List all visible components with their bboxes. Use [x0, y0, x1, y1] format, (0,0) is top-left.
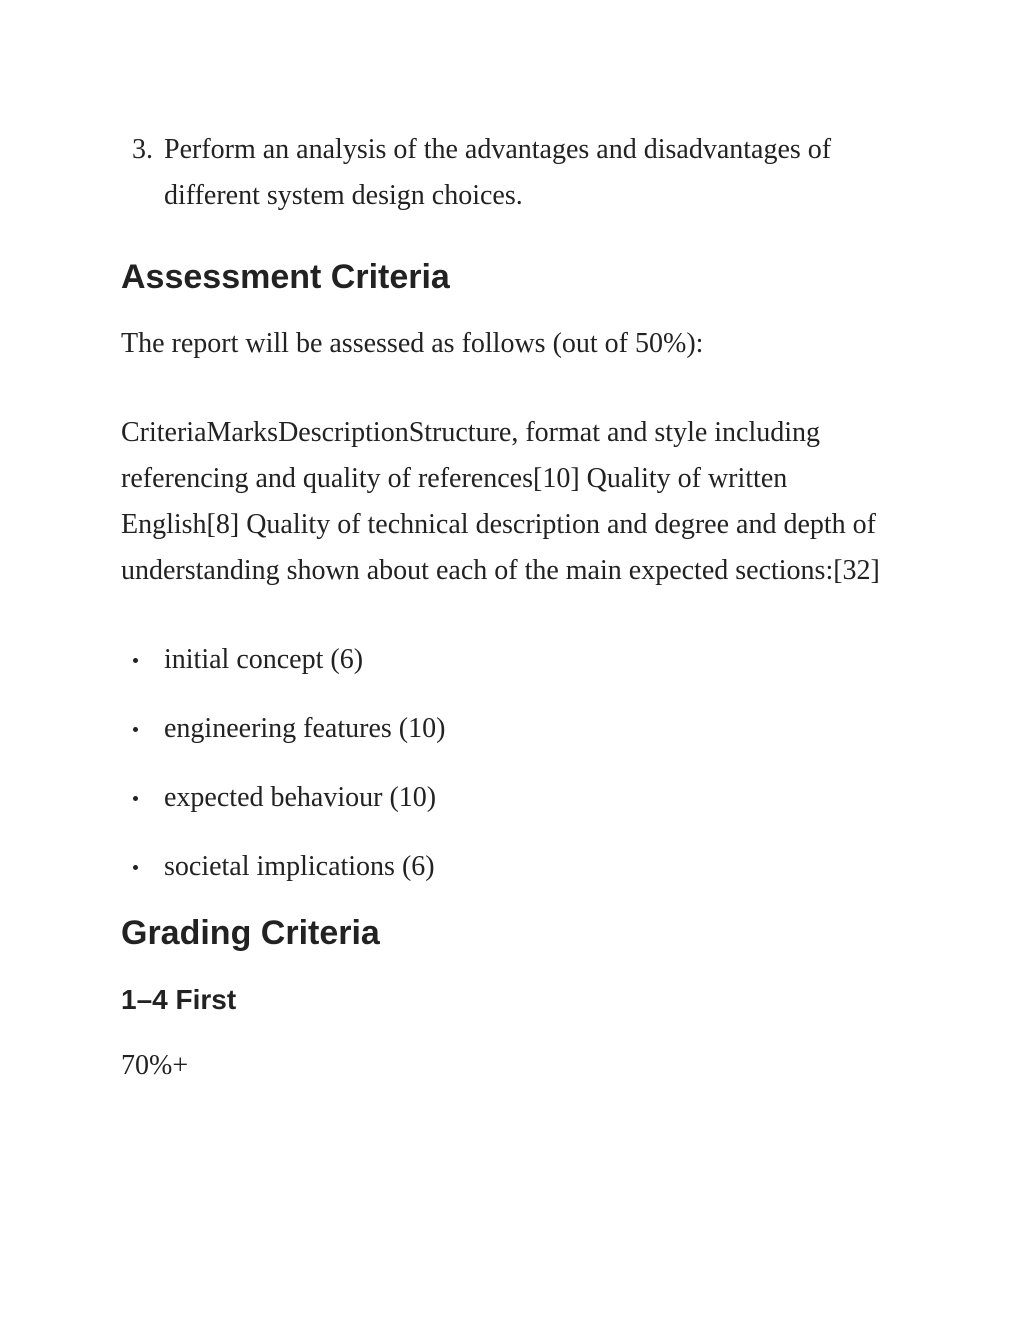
list-item: initial concept (6) [121, 637, 911, 683]
grade-band-heading: 1–4 First [121, 984, 237, 1015]
list-item-number: 3. [132, 134, 153, 165]
list-item: expected behaviour (10) [121, 775, 911, 821]
criteria-table-text: CriteriaMarksDescriptionStructure, format and style including referencing and quality of references[10] Quality of written English[8] Quality of technical description and degree and depth of understanding shown about each of the main expected sections:[32] [121, 417, 880, 586]
criteria-bullet-list [121, 637, 911, 890]
numbered-list [121, 127, 911, 219]
assessment-intro: The report will be assessed as follows (out of 50%): [121, 328, 704, 359]
document-page [121, 127, 911, 1089]
list-item [121, 127, 911, 219]
list-item: societal implications (6) [121, 844, 911, 890]
grade-band-threshold: 70%+ [121, 1050, 189, 1081]
assessment-criteria-heading: Assessment Criteria [121, 258, 450, 296]
grading-criteria-heading: Grading Criteria [121, 914, 380, 952]
list-item-text: Perform an analysis of the advantages and disadvantages of different system design choices. [164, 134, 832, 211]
list-item: engineering features (10) [121, 706, 911, 752]
